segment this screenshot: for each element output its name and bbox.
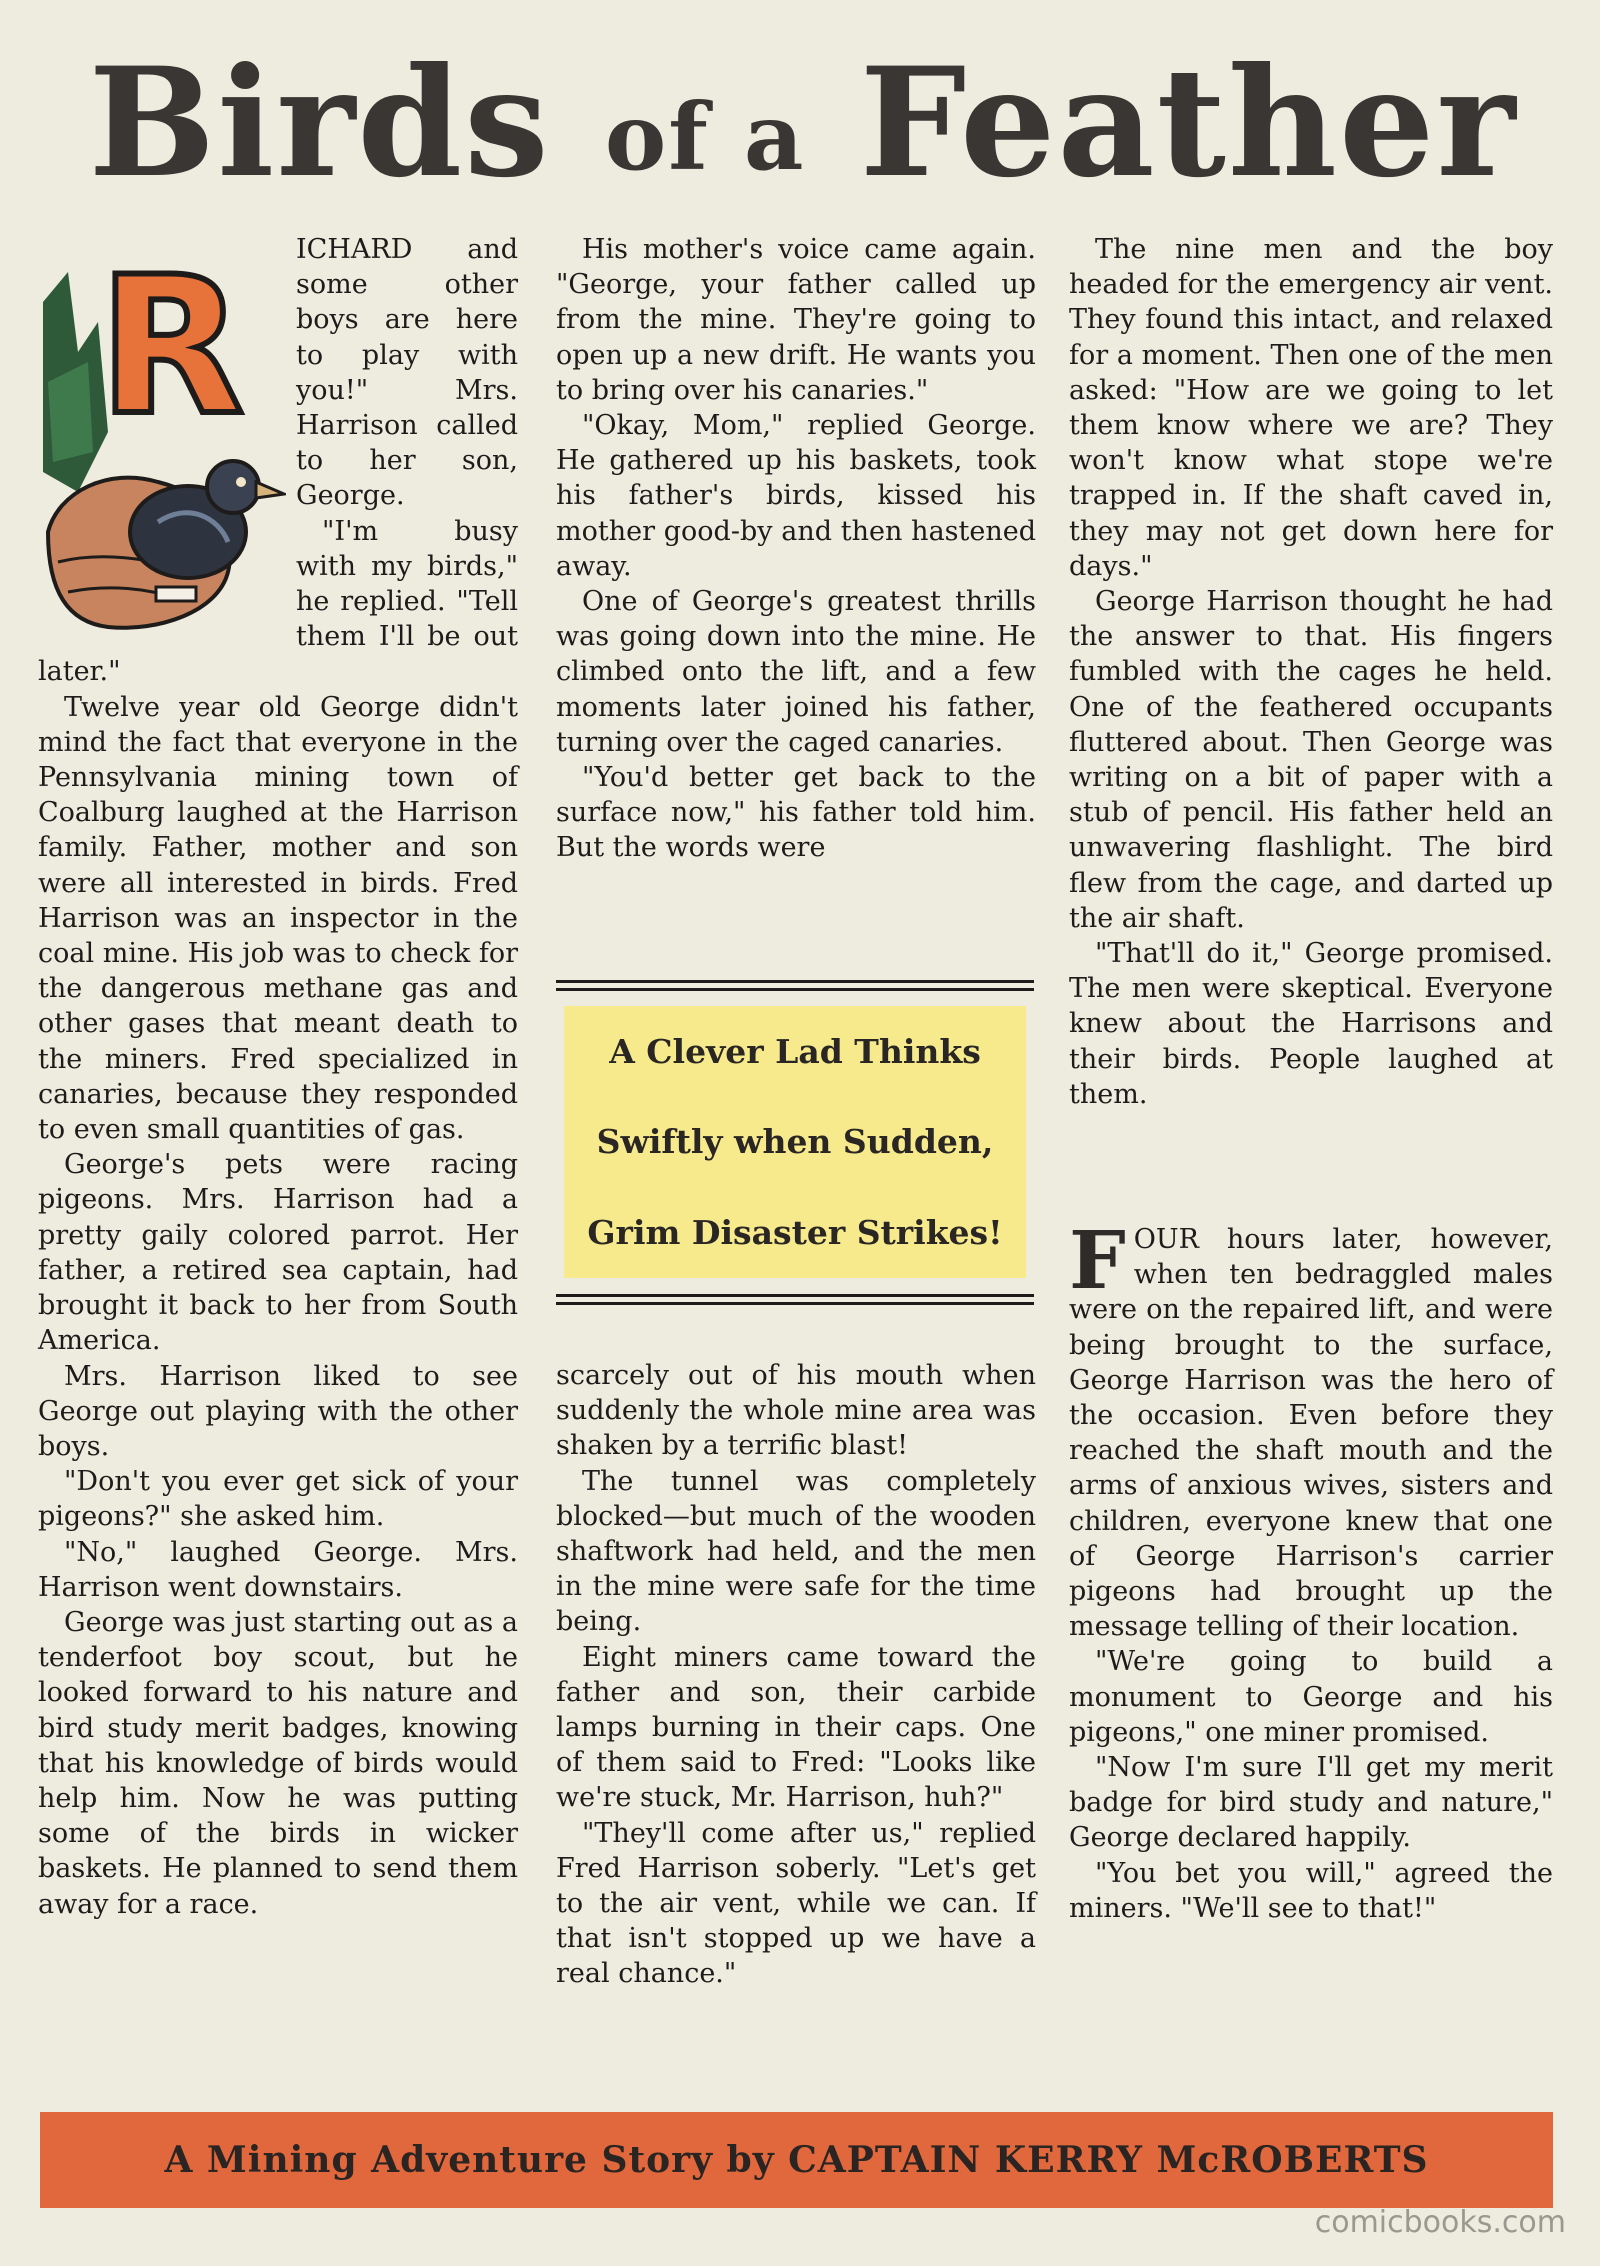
rule-bottom-2 [556, 1302, 1034, 1305]
dropcap-r: R [98, 236, 245, 457]
paragraph: "They'll come after us," replied Fred Harrison soberly. "Let's get to the air vent, while we can. If that isn't stopped up we have a real chance." [556, 1817, 1036, 1990]
paragraph-text: OUR hours later, however, when ten bedraggled males were on the repaired lift, and were being brought to the surface, George Harrison was the hero of the occasion. Even before they reached the shaft mouth and the arms of anxious wives, sisters and children, everyone knew that one of George Harrison's carrier pigeons had brought up the message telling of their location. [1069, 1224, 1553, 1643]
paragraph: George Harrison thought he had the answer to that. His fingers fumbled with the cages he held. One of the feathered occupants fluttered about. Then George was writing on a bit of paper with a stub of pencil. His father held an unwavering flashlight. The bird flew from the cage, and darted up the air shaft. [1069, 586, 1553, 934]
paragraph: The nine men and the boy headed for the emergency air vent. They found this intact, and relaxed for a moment. Then one of the men asked: "How are we going to let them know where we are? They won't know what stope we're trapped in. If the shaft caved in, they may not get down here for days." [1069, 234, 1553, 582]
title-main: Birds [88, 35, 551, 211]
paragraph: "You'd better get back to the surface now," his father told him. But the words were [556, 762, 1036, 864]
paragraph: Twelve year old George didn't mind the fact that everyone in the Pennsylvania mining town of Coalburg laughed at the Harrison family. Father, mother and son were all interested in birds. Fred Harrison was an inspector in the coal mine. His job was to check for the dangerous methane gas and other gases that meant death to the miners. Fred specialized in canaries, because they responded to even small quantities of gas. [38, 691, 518, 1146]
paragraph: His mother's voice came again. "George, your father called up from the mine. They're going to open up a new drift. He wants you to bring over his canaries." [556, 234, 1036, 406]
pigeon-in-hand-illustration [38, 232, 286, 632]
watermark: comicbooks.com [1314, 2205, 1566, 2240]
paragraph: "Now I'm sure I'll get my merit badge for bird study and nature," George declared happily. [1069, 1752, 1553, 1854]
paragraph: Eight miners came toward the father and son, their carbide lamps burning in their caps. One of them said to Fred: "Looks like we're stuck, Mr. Harrison, huh?" [556, 1641, 1036, 1814]
blurb-line-2: Swiftly when Sudden, [596, 1122, 994, 1162]
column-3-bottom [1069, 1213, 1553, 1926]
byline-banner [40, 2112, 1553, 2208]
dropcap-illustration [38, 232, 286, 632]
paragraph: One of George's greatest thrills was going down into the mine. He climbed onto the lift, and a few moments later joined his father, turning over the caged canaries. [556, 586, 1036, 758]
paragraph: ICHARD and some other boys are here to play with you!" Mrs. Harrison called to her son, George. [296, 234, 518, 512]
blurb-panel [564, 1006, 1026, 1278]
paragraph: "That'll do it," George promised. The men were skeptical. Everyone knew about the Harrisons and their birds. People laughed at them. [1069, 938, 1553, 1110]
blurb-line-3: Grim Disaster Strikes! [587, 1213, 1003, 1253]
column-2-bottom [556, 1358, 1036, 1992]
paragraph: The tunnel was completely blocked—but much of the wooden shaftwork had held, and the men in the mine were safe for the time being. [556, 1465, 1036, 1638]
title-connector: of a [604, 83, 806, 191]
paragraph: "Okay, Mom," replied George. He gathered up his baskets, took his father's birds, kissed his mother good-by and then hastened away. [556, 410, 1036, 582]
paragraph: "No," laughed George. Mrs. Harrison went downstairs. [38, 1536, 518, 1603]
paragraph: George's pets were racing pigeons. Mrs. Harrison had a pretty gaily colored parrot. Her father, a retired sea captain, had brought it back to her from South America. [38, 1149, 518, 1357]
paragraph: "Don't you ever get sick of your pigeons?" she asked him. [38, 1466, 518, 1533]
rule-top-1 [556, 980, 1034, 983]
paragraph: Mrs. Harrison liked to see George out playing with the other boys. [38, 1360, 518, 1462]
column-1 [38, 232, 518, 1922]
column-3-top [1069, 232, 1553, 1112]
paragraph: "You bet you will," agreed the miners. "We'll see to that!" [1069, 1857, 1553, 1924]
rule-top-2 [556, 988, 1034, 991]
title-end: Feather [859, 35, 1518, 211]
rule-bottom-1 [556, 1294, 1034, 1297]
blurb-line-1: A Clever Lad Thinks [609, 1031, 981, 1071]
paragraph: "I'm busy with my birds," he replied. "Tell them I'll be out later." [38, 515, 518, 688]
paragraph: George was just starting out as a tenderfoot boy scout, but he looked forward to his nature and bird study merit badges, knowing that his knowledge of birds would help him. Now he was putting some of the birds in wicker baskets. He planned to send them away for a race. [38, 1606, 518, 1920]
paragraph: scarcely out of his mouth when suddenly the whole mine area was shaken by a terrific blast! [556, 1360, 1036, 1462]
paragraph: "We're going to build a monument to George and his pigeons," one miner promised. [1069, 1646, 1553, 1748]
blurb-box [556, 980, 1034, 1310]
column-2-top [556, 232, 1036, 866]
byline-text: A Mining Adventure Story by CAPTAIN KERRY McROBERTS [164, 2139, 1429, 2181]
dropcap-f: F [1069, 1213, 1126, 1307]
story-title [38, 28, 1568, 218]
paragraph-with-dropcap [1069, 1213, 1553, 1644]
